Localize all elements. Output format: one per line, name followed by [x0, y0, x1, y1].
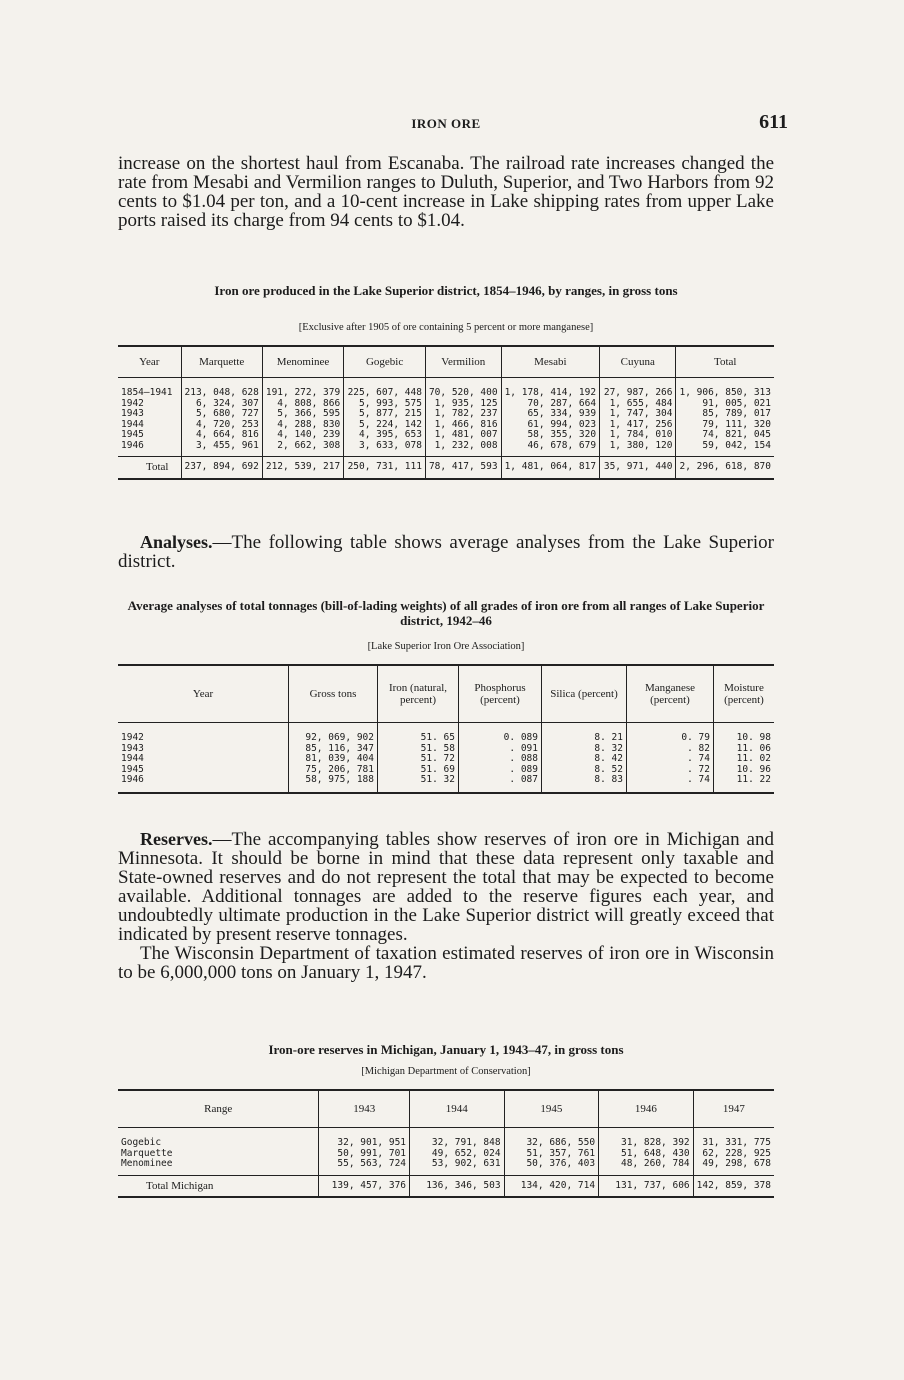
- table-cell: 8. 52: [542, 765, 627, 776]
- table-cell: 1943: [121, 408, 144, 419]
- wisconsin-text: The Wisconsin Department of taxation estimated reserves of iron ore in Wisconsin to be 6,000,000 tons on January 1, 1947.: [118, 943, 774, 983]
- table-cell: 51. 65: [378, 723, 459, 744]
- table-cell: 1, 906, 850, 313: [676, 378, 774, 399]
- table-cell: 1943: [121, 742, 144, 754]
- table-row: [118, 1159, 774, 1175]
- table-cell: Marquette: [121, 1147, 173, 1159]
- table-cell: 136, 346, 503: [410, 1175, 505, 1197]
- table-cell: 51, 648, 430: [599, 1149, 694, 1160]
- table-cell: 131, 737, 606: [599, 1175, 694, 1197]
- table-cell: 1944: [121, 753, 144, 764]
- table-cell: 1, 178, 414, 192: [501, 378, 600, 399]
- table-cell: 51. 72: [378, 754, 459, 765]
- table-cell: 250, 731, 111: [344, 457, 426, 479]
- table-cell: . 74: [627, 775, 714, 793]
- column-header: Iron (natural, percent): [378, 665, 459, 723]
- reserves-table-caption: Iron-ore reserves in Michigan, January 1, 1943–47, in gross tons: [268, 1042, 624, 1057]
- column-header: 1943: [319, 1090, 410, 1128]
- table-cell: 1, 380, 120: [600, 441, 676, 457]
- table-cell: 55, 563, 724: [319, 1159, 410, 1175]
- table-cell: 1, 655, 484: [600, 399, 676, 410]
- reserves-text: —The accompanying tables show reserves of iron ore in Michigan and Minnesota. It should be borne in mind that these data represent only taxable and State-owned reserves and do not represent the total that may be expected to become available. Additional tonnages are added to the reserve figures each year, and undoubtedly ultimate production in the Lake Superior district will greatly exceed that indicated by present reserve tonnages.: [118, 829, 774, 945]
- analyses-heading: Analyses.: [140, 532, 213, 552]
- table-cell: 1, 784, 010: [600, 430, 676, 441]
- table-cell: 1942: [121, 397, 144, 409]
- table-total-row: [118, 1175, 774, 1197]
- column-header: Manganese (percent): [627, 665, 714, 723]
- table-cell: 1, 417, 256: [600, 420, 676, 431]
- intro-paragraph: [118, 154, 774, 230]
- analyses-text: —The following table shows average analyses from the Lake Superior district.: [118, 532, 774, 572]
- table-row: [118, 723, 774, 744]
- table-cell: 1, 481, 064, 817: [501, 457, 600, 479]
- table-cell: 32, 686, 550: [504, 1128, 599, 1149]
- reserves-paragraph: [118, 830, 774, 982]
- analyses-table-caption: Average analyses of total tonnages (bill-of-lading weights) of all grades of iron ore from all ranges of Lake Superior district, 1942–46: [127, 598, 765, 628]
- table-cell: 51. 69: [378, 765, 459, 776]
- column-header: Year: [118, 346, 181, 378]
- table-cell: 0. 089: [459, 723, 542, 744]
- table-cell: 4, 808, 866: [262, 399, 343, 410]
- table-cell: 142, 859, 378: [693, 1175, 774, 1197]
- table-cell: 85, 789, 017: [676, 409, 774, 420]
- table-cell: 1945: [121, 429, 144, 440]
- reserves-heading: Reserves.: [140, 829, 213, 849]
- table-row: [118, 430, 774, 441]
- table-cell: 1945: [121, 763, 144, 775]
- table-cell: 8. 83: [542, 775, 627, 793]
- production-table-header: [118, 346, 774, 378]
- table-cell: 8. 21: [542, 723, 627, 744]
- column-header: Gogebic: [344, 346, 426, 378]
- reserves-table-header: [118, 1090, 774, 1128]
- table-cell: 32, 791, 848: [410, 1128, 505, 1149]
- table-cell: 1946: [118, 775, 289, 793]
- analyses-table-header: [118, 665, 774, 723]
- column-header: 1946: [599, 1090, 694, 1128]
- table-cell: 1854–1941: [121, 387, 173, 398]
- table-cell: 139, 457, 376: [319, 1175, 410, 1197]
- table-cell: 1, 481, 007: [425, 430, 501, 441]
- page-number: 611: [759, 111, 788, 133]
- table-cell: . 82: [627, 744, 714, 755]
- table-cell: . 087: [459, 775, 542, 793]
- table-cell: 59, 042, 154: [676, 441, 774, 457]
- running-head: [116, 111, 788, 138]
- column-header: 1944: [410, 1090, 505, 1128]
- table-cell: 4, 395, 653: [344, 430, 426, 441]
- table-cell: . 089: [459, 765, 542, 776]
- table-row: [118, 1128, 774, 1149]
- column-header: Range: [118, 1090, 319, 1128]
- reserves-table-note: [Michigan Department of Conservation]: [361, 1066, 531, 1077]
- table-cell: 32, 901, 951: [319, 1128, 410, 1149]
- table-row: [118, 754, 774, 765]
- table-cell: Gogebic: [121, 1137, 162, 1148]
- table-cell: 11. 22: [714, 775, 775, 793]
- table-cell: 49, 298, 678: [693, 1159, 774, 1175]
- production-table-caption: Iron ore produced in the Lake Superior district, 1854–1946, by ranges, in gross tons: [214, 283, 678, 298]
- table-cell: . 74: [627, 754, 714, 765]
- table-cell: 81, 039, 404: [289, 754, 378, 765]
- table-row: [118, 409, 774, 420]
- table-cell: 134, 420, 714: [504, 1175, 599, 1197]
- table-total-row: [118, 457, 774, 479]
- table-cell: 1, 935, 125: [425, 399, 501, 410]
- table-cell: 1942: [121, 732, 144, 743]
- table-cell: 50, 991, 701: [319, 1149, 410, 1160]
- column-header: Total: [676, 346, 774, 378]
- table-cell: 1, 782, 237: [425, 409, 501, 420]
- table-cell: 3, 455, 961: [181, 441, 262, 457]
- table-cell: 65, 334, 939: [501, 409, 600, 420]
- table-cell: 4, 288, 830: [262, 420, 343, 431]
- table-cell: 0. 79: [627, 723, 714, 744]
- table-cell: 1, 232, 008: [425, 441, 501, 457]
- intro-text: increase on the shortest haul from Escanaba. The railroad rate increases changed the rate from Mesabi and Vermilion ranges to Duluth, Superior, and Two Harbors from 92 cents to $1.04 per ton, and a 10-cent increase in Lake shipping rates from upper Lake ports raised its charge from 94 cents to $1.04.: [118, 153, 774, 231]
- table-cell: 46, 678, 679: [501, 441, 600, 457]
- table-cell: 51. 32: [378, 775, 459, 793]
- table-cell: 8. 42: [542, 754, 627, 765]
- table-cell: 10. 96: [714, 765, 775, 776]
- table-cell: 1, 466, 816: [425, 420, 501, 431]
- table-cell: 48, 260, 784: [599, 1159, 694, 1175]
- table-cell: 213, 048, 628: [181, 378, 262, 399]
- table-cell: 58, 355, 320: [501, 430, 600, 441]
- column-header: Mesabi: [501, 346, 600, 378]
- table-cell: 27, 987, 266: [600, 378, 676, 399]
- table-cell: 6, 324, 307: [181, 399, 262, 410]
- table-row: [118, 441, 774, 457]
- table-cell: 58, 975, 188: [289, 775, 378, 793]
- table-cell: 62, 228, 925: [693, 1149, 774, 1160]
- table-cell: 74, 821, 045: [676, 430, 774, 441]
- table-row: [118, 775, 774, 793]
- column-header: Marquette: [181, 346, 262, 378]
- table-cell: 1946: [121, 439, 144, 451]
- table-cell: 237, 894, 692: [181, 457, 262, 479]
- table-cell: 5, 224, 142: [344, 420, 426, 431]
- table-cell: . 091: [459, 744, 542, 755]
- table-cell: 1944: [121, 418, 144, 430]
- table-cell: 78, 417, 593: [425, 457, 501, 479]
- table-cell: 1, 747, 304: [600, 409, 676, 420]
- column-header: Silica (percent): [542, 665, 627, 723]
- table-cell: 51. 58: [378, 744, 459, 755]
- analyses-table: [118, 664, 774, 794]
- column-header: Phosphorus (percent): [459, 665, 542, 723]
- table-cell: 92, 069, 902: [289, 723, 378, 744]
- table-cell: 4, 140, 239: [262, 430, 343, 441]
- column-header: Menominee: [262, 346, 343, 378]
- table-row: [118, 378, 774, 399]
- table-cell: 49, 652, 024: [410, 1149, 505, 1160]
- table-cell: 8. 32: [542, 744, 627, 755]
- table-cell: 5, 680, 727: [181, 409, 262, 420]
- table-cell: 5, 993, 575: [344, 399, 426, 410]
- table-cell: 11. 06: [714, 744, 775, 755]
- column-header: Moisture (percent): [714, 665, 775, 723]
- table-cell: 11. 02: [714, 754, 775, 765]
- table-cell: 2, 662, 308: [262, 441, 343, 457]
- table-cell: 3, 633, 078: [344, 441, 426, 457]
- column-header: Year: [118, 665, 289, 723]
- table-cell: Total Michigan: [118, 1175, 319, 1197]
- table-cell: 51, 357, 761: [504, 1149, 599, 1160]
- table-cell: 225, 607, 448: [344, 378, 426, 399]
- table-cell: 79, 111, 320: [676, 420, 774, 431]
- table-cell: 91, 005, 021: [676, 399, 774, 410]
- table-cell: 31, 828, 392: [599, 1128, 694, 1149]
- table-cell: 70, 520, 400: [425, 378, 501, 399]
- table-cell: 35, 971, 440: [600, 457, 676, 479]
- table-cell: 4, 720, 253: [181, 420, 262, 431]
- analyses-paragraph: [118, 533, 774, 571]
- table-cell: 2, 296, 618, 870: [676, 457, 774, 479]
- table-cell: 85, 116, 347: [289, 744, 378, 755]
- column-header: 1947: [693, 1090, 774, 1128]
- table-cell: 53, 902, 631: [410, 1159, 505, 1175]
- table-cell: 75, 206, 781: [289, 765, 378, 776]
- column-header: Vermilion: [425, 346, 501, 378]
- analyses-table-note: [Lake Superior Iron Ore Association]: [367, 641, 525, 652]
- table-cell: 70, 287, 664: [501, 399, 600, 410]
- table-cell: . 72: [627, 765, 714, 776]
- table-cell: 5, 877, 215: [344, 409, 426, 420]
- production-table: [118, 345, 774, 480]
- table-cell: Menominee: [121, 1158, 173, 1169]
- table-cell: 31, 331, 775: [693, 1128, 774, 1149]
- table-cell: 5, 366, 595: [262, 409, 343, 420]
- table-cell: 10. 98: [714, 723, 775, 744]
- table-cell: . 088: [459, 754, 542, 765]
- table-cell: Total: [118, 457, 181, 479]
- table-cell: 61, 994, 023: [501, 420, 600, 431]
- table-cell: 50, 376, 403: [504, 1159, 599, 1175]
- table-cell: 4, 664, 816: [181, 430, 262, 441]
- reserves-table: [118, 1089, 774, 1198]
- column-header: Cuyuna: [600, 346, 676, 378]
- column-header: Gross tons: [289, 665, 378, 723]
- table-cell: 191, 272, 379: [262, 378, 343, 399]
- table-cell: 212, 539, 217: [262, 457, 343, 479]
- production-table-note: [Exclusive after 1905 of ore containing 5 percent or more manganese]: [298, 322, 594, 333]
- running-title: IRON ORE: [411, 116, 481, 131]
- column-header: 1945: [504, 1090, 599, 1128]
